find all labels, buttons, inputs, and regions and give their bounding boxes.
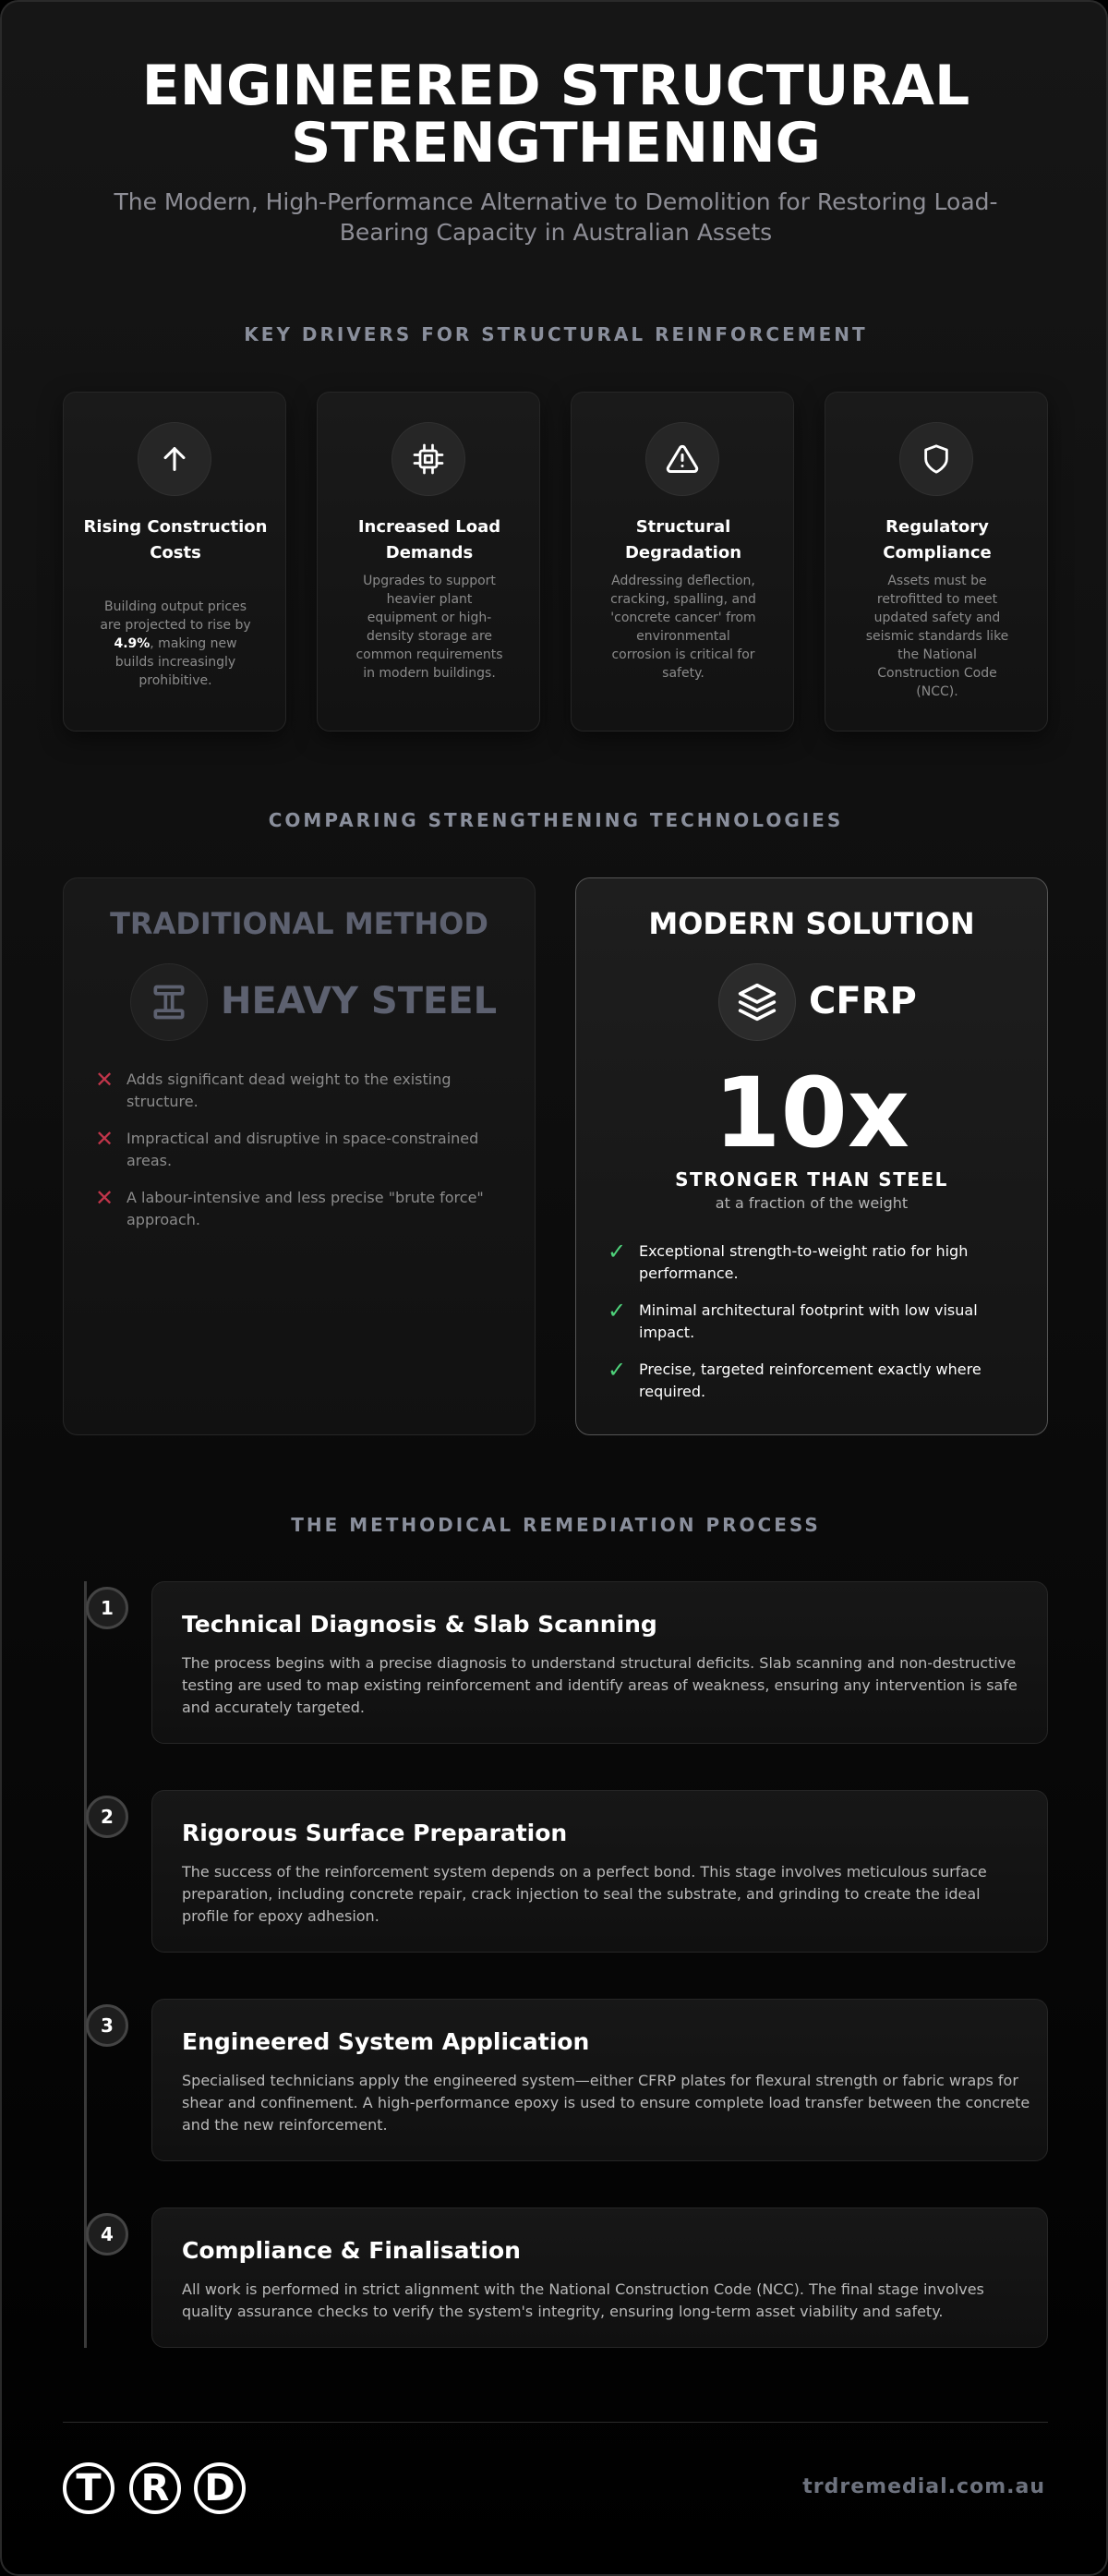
step-title: Engineered System Application — [182, 2028, 590, 2055]
cost-rise-percentage: 4.9% — [114, 636, 151, 651]
driver-title: Regulatory Compliance — [883, 517, 992, 562]
traditional-method-card — [63, 877, 536, 1435]
driver-description: Assets must be retrofitted to meet updated safety and seismic standards like the National Construction Code (NCC). — [865, 574, 1009, 699]
driver-title: Structural Degradation — [624, 517, 742, 562]
driver-description: Upgrades to support heavier plant equipment or high-density storage are common requirements in modern buildings. — [355, 574, 503, 681]
step-description: The process begins with a precise diagnosis to understand structural deficits. Slab scanning and non-destructive testing are used to map existing reinforcement and identify areas of weakness, ensuring any intervention is safe and accurately targeted. — [182, 1654, 1018, 1716]
driver-card-degradation — [571, 392, 794, 732]
step-number-badge: 1 — [86, 1587, 128, 1629]
step-description: Specialised technicians apply the engineered system—either CFRP plates for flexural strength or fabric wraps for shear and confinement. A high-performance epoxy is used to ensure complete load transfer between the concrete and the new reinforcement. — [182, 2072, 1030, 2134]
process-step-card — [151, 1999, 1048, 2161]
website-link[interactable]: trdremedial.com.au — [802, 2475, 1045, 2498]
traditional-heading: TRADITIONAL METHOD — [110, 906, 488, 941]
process-step-card — [151, 2207, 1048, 2348]
drivers-heading: KEY DRIVERS FOR STRUCTURAL REINFORCEMENT — [244, 323, 868, 345]
step-title: Rigorous Surface Preparation — [182, 1820, 568, 1846]
driver-description: Building output prices are projected to rise by 4.9%, making new builds increasingly prohibitive. — [100, 599, 251, 688]
driver-card-load-demands — [317, 392, 540, 732]
step-number-badge: 2 — [86, 1796, 128, 1838]
layers-icon — [718, 963, 796, 1041]
traditional-drawback: ✕ A labour-intensive and less precise "brute force" approach. — [95, 1185, 484, 1228]
step-number-badge: 4 — [86, 2213, 128, 2256]
driver-card-compliance — [825, 392, 1048, 732]
warning-triangle-icon — [645, 422, 719, 496]
page-title — [2, 54, 1108, 175]
page-title-line-2: STRENGTHENING — [291, 111, 821, 175]
modern-benefit: ✓ Minimal architectural footprint with low visual impact. — [608, 1298, 978, 1341]
check-icon: ✓ — [608, 1239, 627, 1264]
process-heading: THE METHODICAL REMEDIATION PROCESS — [291, 1514, 821, 1536]
cpu-chip-icon — [391, 422, 465, 496]
step-number-badge: 3 — [86, 2004, 128, 2047]
step-description: The success of the reinforcement system depends on a perfect bond. This stage involves meticulous surface preparation, including concrete repair, crack injection to seal the substrate, and grinding to create the ideal profile for epoxy adhesion. — [182, 1863, 987, 1925]
cross-icon: ✕ — [95, 1067, 114, 1093]
logo-letter-r: R — [129, 2462, 181, 2514]
arrow-up-icon — [138, 422, 211, 496]
page-title-line-1: ENGINEERED STRUCTURAL — [141, 54, 970, 118]
step-title: Technical Diagnosis & Slab Scanning — [182, 1611, 657, 1638]
page-subtitle: The Modern, High-Performance Alternative to Demolition for Restoring Load-Bearing Capacity in Australian Assets — [114, 188, 998, 246]
cross-icon: ✕ — [95, 1185, 114, 1211]
comparison-heading: COMPARING STRENGTHENING TECHNOLOGIES — [268, 809, 844, 831]
driver-description: Addressing deflection, cracking, spalling, and 'concrete cancer' from environmental corrosion is critical for safety. — [610, 574, 756, 681]
strength-multiplier: 10x — [714, 1057, 909, 1169]
check-icon: ✓ — [608, 1298, 627, 1324]
modern-solution-card — [575, 877, 1048, 1435]
driver-title: Increased Load Demands — [357, 517, 501, 562]
modern-benefit: ✓ Precise, targeted reinforcement exactly where required. — [608, 1357, 982, 1400]
steel-beam-icon — [130, 963, 208, 1041]
check-icon: ✓ — [608, 1357, 627, 1383]
traditional-drawback: ✕ Adds significant dead weight to the existing structure. — [95, 1067, 452, 1110]
logo-letter-t: T — [63, 2462, 114, 2514]
driver-title: Rising Construction Costs — [83, 517, 268, 562]
strength-label: STRONGER THAN STEEL — [675, 1168, 948, 1191]
driver-card-rising-costs — [63, 392, 286, 732]
step-title: Compliance & Finalisation — [182, 2237, 521, 2264]
footer-divider — [63, 2422, 1048, 2423]
modern-heading: MODERN SOLUTION — [648, 906, 975, 941]
strength-sublabel: at a fraction of the weight — [715, 1194, 909, 1212]
traditional-drawback: ✕ Impractical and disruptive in space-constrained areas. — [95, 1126, 479, 1169]
logo-letter-d: D — [194, 2462, 246, 2514]
shield-icon — [899, 422, 973, 496]
modern-benefit: ✓ Exceptional strength-to-weight ratio for high performance. — [608, 1239, 969, 1282]
modern-method-name: CFRP — [809, 980, 917, 1022]
cross-icon: ✕ — [95, 1126, 114, 1152]
process-step-card — [151, 1790, 1048, 1953]
traditional-method-name: HEAVY STEEL — [221, 980, 498, 1022]
step-description: All work is performed in strict alignment with the National Construction Code (NCC). The final stage involves quality assurance checks to verify the system's integrity, ensuring long-term asset viability and safety. — [182, 2280, 984, 2320]
process-step-card — [151, 1581, 1048, 1744]
